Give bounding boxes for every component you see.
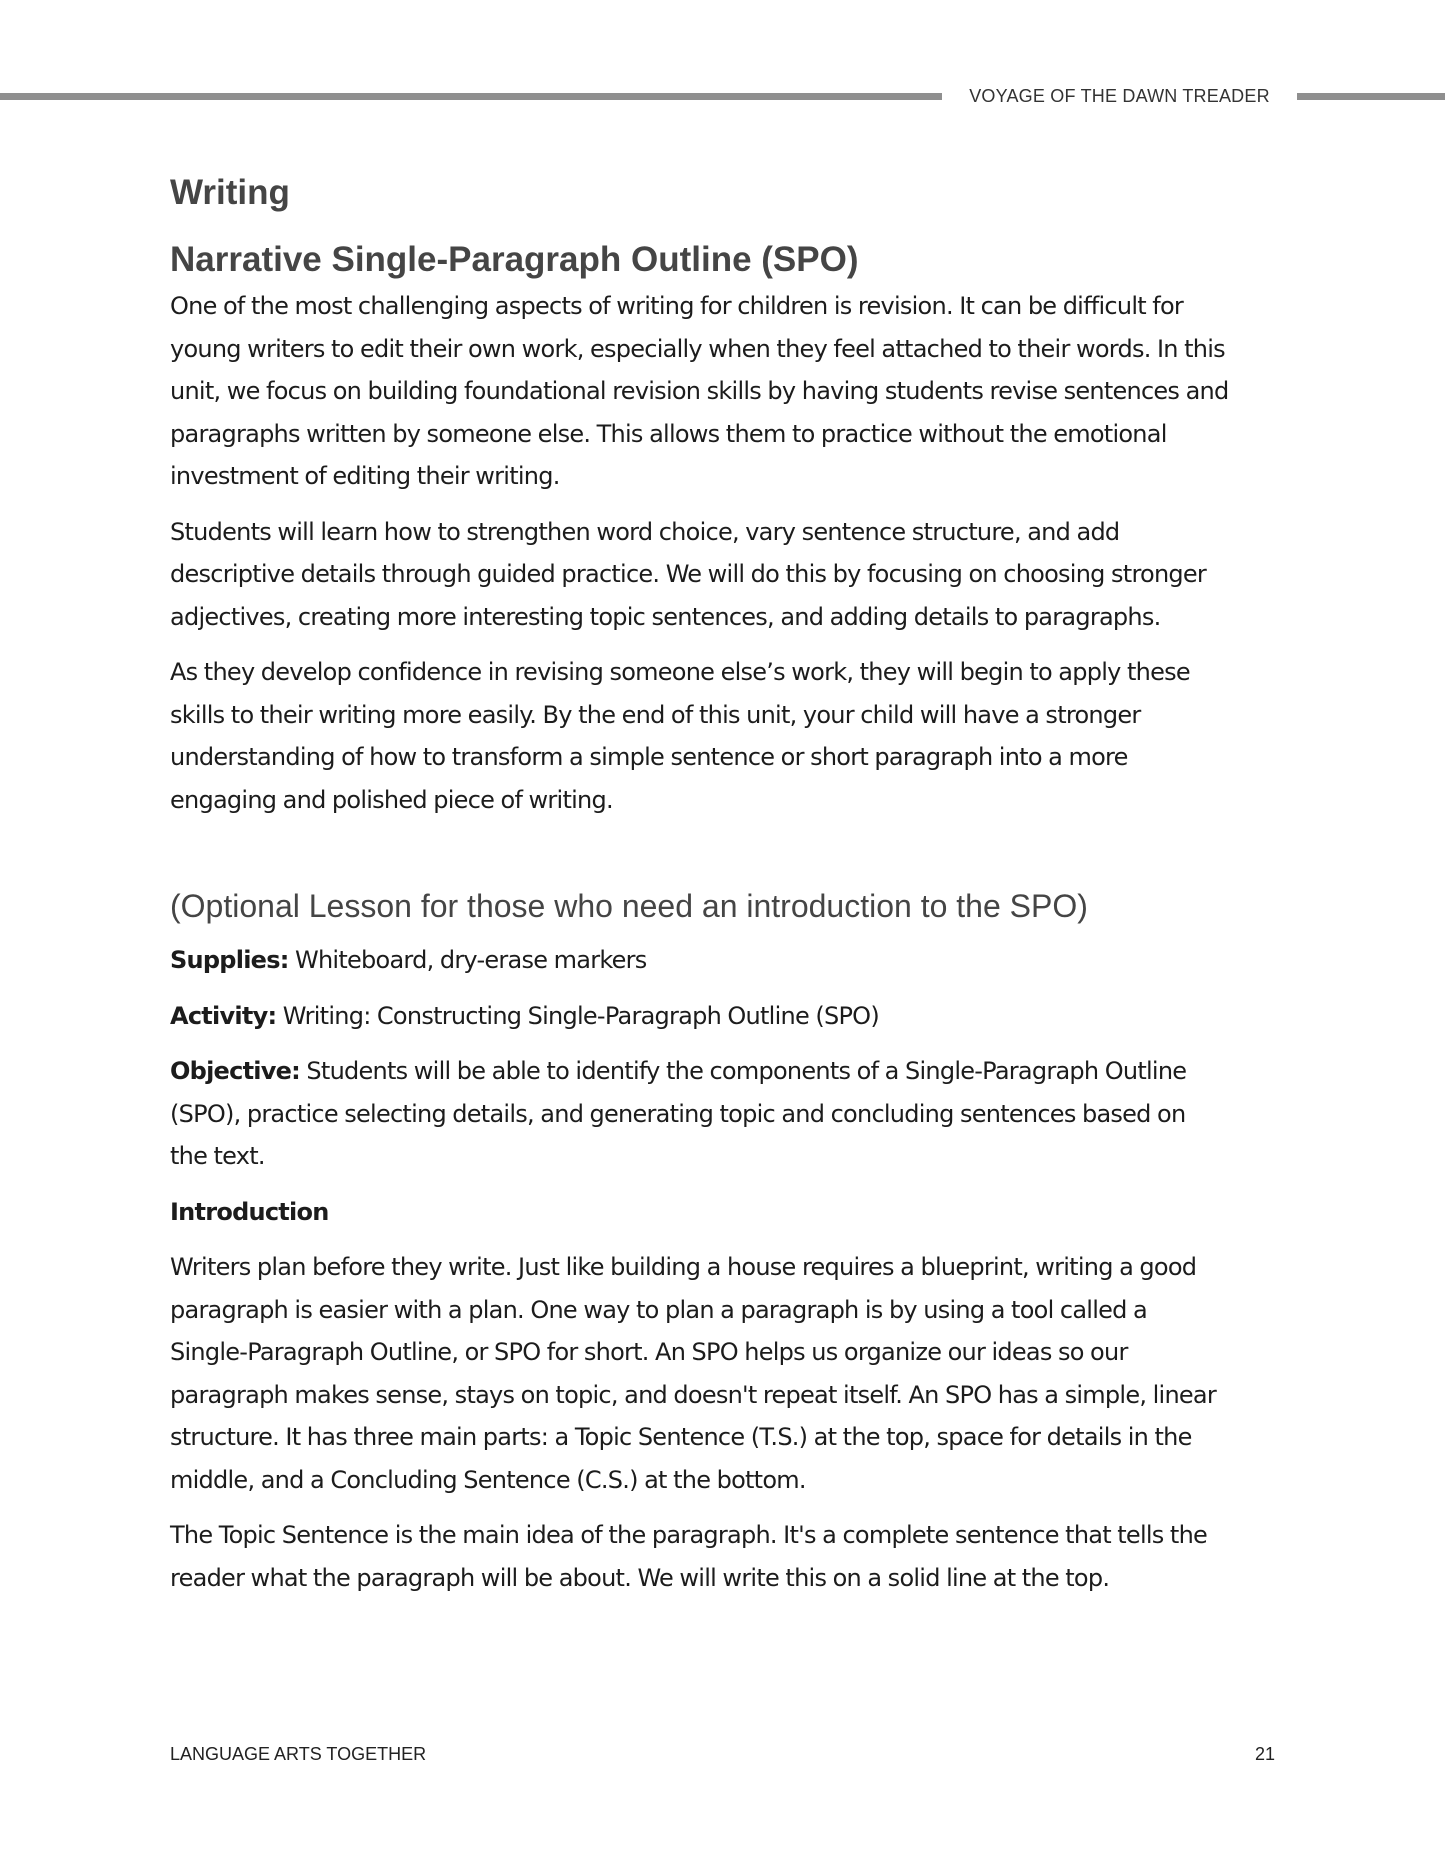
header-rule-right [1297, 93, 1445, 100]
intro-paragraph-1 [170, 285, 1280, 498]
text-line: paragraphs written by someone else. This allows them to practice without the emotional [170, 419, 1167, 448]
supplies-label: Supplies: [170, 946, 289, 974]
supplies-value: Whiteboard, dry-erase markers [294, 946, 647, 974]
optional-lesson-title: (Optional Lesson for those who need an introduction to the SPO) [170, 888, 1088, 924]
text-line: One of the most challenging aspects of writing for children is revision. It can be difficult for [170, 292, 1184, 320]
text-line: understanding of how to transform a simple sentence or short paragraph into a more [170, 743, 1128, 771]
activity-value: Writing: Constructing Single-Paragraph Outline (SPO) [282, 1001, 879, 1030]
text-line: The Topic Sentence is the main idea of the paragraph. It's a complete sentence that tells the [170, 1521, 1208, 1549]
text-line: the text. [170, 1142, 265, 1170]
text-line: paragraph is easier with a plan. One way to plan a paragraph is by using a tool called a [170, 1295, 1147, 1324]
objective-field [170, 1050, 1280, 1178]
text-line: young writers to edit their own work, especially when they feel attached to their words. In this [170, 334, 1225, 363]
header-rule-left [0, 93, 942, 100]
section-title: Writing [170, 173, 290, 212]
supplies-field [170, 939, 1280, 982]
introduction-heading: Introduction [170, 1197, 329, 1226]
text-line: paragraph makes sense, stays on topic, and doesn't repeat itself. An SPO has a simple, linear [170, 1380, 1216, 1409]
introduction-paragraph-1 [170, 1246, 1280, 1501]
intro-paragraph-2 [170, 511, 1280, 639]
activity-label: Activity: [170, 1001, 277, 1030]
page-content [170, 168, 1280, 1612]
activity-field [170, 995, 1280, 1038]
objective-label: Objective: [170, 1057, 301, 1085]
footer-book-title: LANGUAGE ARTS TOGETHER [170, 1744, 427, 1764]
text-line: Writers plan before they write. Just like building a house requires a blueprint, writing a good [170, 1253, 1197, 1281]
text-line: Students will be able to identify the components of a Single-Paragraph Outline [306, 1057, 1187, 1085]
text-line: middle, and a Concluding Sentence (C.S.) at the bottom. [170, 1465, 806, 1494]
text-line: unit, we focus on building foundational revision skills by having students revise sentences and [170, 377, 1229, 405]
text-line: structure. It has three main parts: a Topic Sentence (T.S.) at the top, space for details in the [170, 1423, 1192, 1451]
text-line: reader what the paragraph will be about. We will write this on a solid line at the top. [170, 1563, 1110, 1592]
text-line: As they develop confidence in revising someone else’s work, they will begin to apply these [170, 658, 1190, 686]
text-line: adjectives, creating more interesting topic sentences, and adding details to paragraphs. [170, 602, 1161, 631]
text-line: Single-Paragraph Outline, or SPO for short. An SPO helps us organize our ideas so our [170, 1338, 1128, 1366]
page-number: 21 [1254, 1744, 1275, 1764]
text-line: Students will learn how to strengthen word choice, vary sentence structure, and add [170, 517, 1120, 546]
intro-paragraph-3 [170, 651, 1280, 821]
text-line: skills to their writing more easily. By the end of this unit, your child will have a stronger [170, 700, 1141, 729]
lesson-title: Narrative Single-Paragraph Outline (SPO) [170, 240, 859, 279]
text-line: (SPO), practice selecting details, and generating topic and concluding sentences based on [170, 1099, 1186, 1128]
text-line: descriptive details through guided practice. We will do this by focusing on choosing stronger [170, 560, 1207, 588]
text-line: engaging and polished piece of writing. [170, 785, 613, 814]
running-head: VOYAGE OF THE DAWN TREADER [969, 86, 1270, 106]
text-line: investment of editing their writing. [170, 462, 560, 490]
introduction-paragraph-2 [170, 1514, 1280, 1599]
